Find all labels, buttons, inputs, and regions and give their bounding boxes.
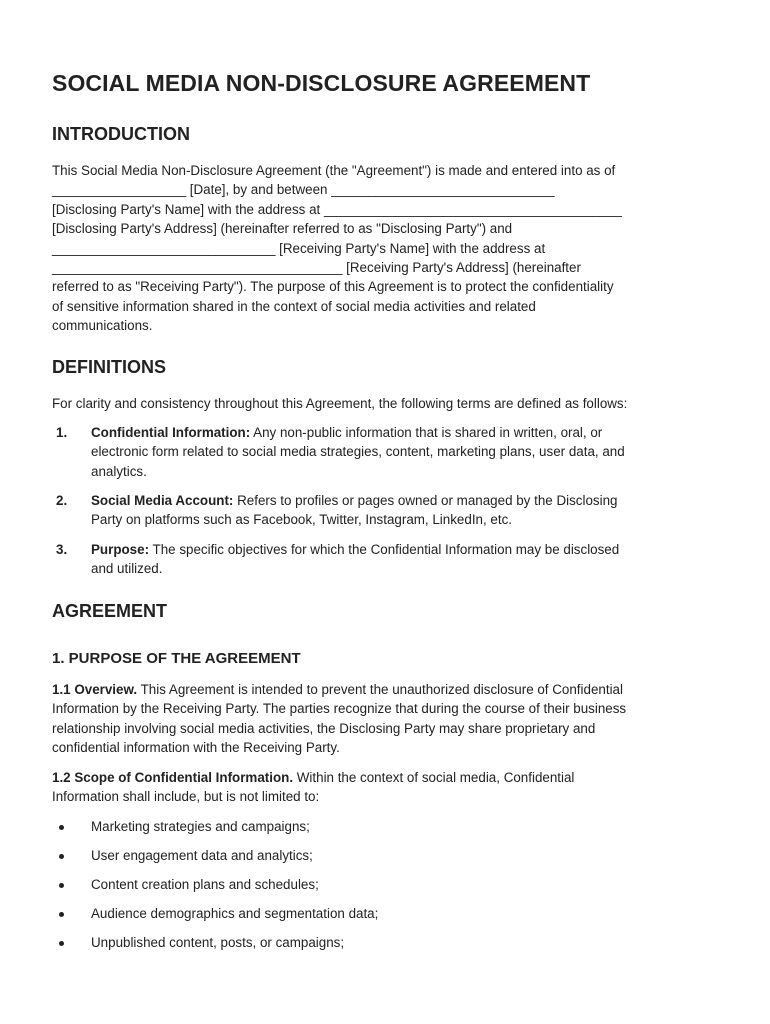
scope-line: Information shall include, but is not limited to: xyxy=(52,789,320,805)
bullet-icon xyxy=(59,825,64,830)
definition-term: Confidential Information: xyxy=(91,425,251,440)
overview-label: 1.1 Overview. xyxy=(52,682,138,697)
overview-line: relationship involving social media activities, the Disclosing Party may share proprietary and xyxy=(52,720,596,736)
list-item xyxy=(52,933,724,952)
definition-number: 1. xyxy=(56,425,68,440)
intro-line: __________________ [Date], by and between ______________________________ xyxy=(52,182,555,198)
list-item xyxy=(52,846,724,865)
bullet-icon xyxy=(59,941,64,946)
list-item-text: Unpublished content, posts, or campaigns; xyxy=(91,935,345,950)
scope-line: Within the context of social media, Confidential xyxy=(296,770,575,785)
bullet-icon xyxy=(59,912,64,917)
definitions-heading: DEFINITIONS xyxy=(52,357,167,377)
scope-paragraph xyxy=(52,768,724,807)
section-1-heading: 1. PURPOSE OF THE AGREEMENT xyxy=(52,650,301,667)
definition-text: electronic form related to social media strategies, content, marketing plans, user data, and xyxy=(91,444,625,460)
scope-label: 1.2 Scope of Confidential Information. xyxy=(52,770,294,785)
definition-text: Refers to profiles or pages owned or managed by the Disclosing xyxy=(237,493,618,508)
intro-line: [Disclosing Party's Name] with the address at ________________________________________ xyxy=(52,201,622,217)
definition-text: and utilized. xyxy=(91,561,163,577)
intro-line: communications. xyxy=(52,318,153,334)
list-item-text: Content creation plans and schedules; xyxy=(91,877,319,892)
bullet-icon xyxy=(59,854,64,859)
intro-line: [Disclosing Party's Address] (hereinafter referred to as "Disclosing Party") and xyxy=(52,221,513,237)
definition-text: Any non-public information that is shared in written, oral, or xyxy=(253,425,603,440)
definition-item xyxy=(52,540,724,579)
document-title: SOCIAL MEDIA NON-DISCLOSURE AGREEMENT xyxy=(52,70,591,96)
intro-line: of sensitive information shared in the context of social media activities and related xyxy=(52,298,536,314)
intro-line: ______________________________ [Receiving Party's Name] with the address at xyxy=(52,240,546,256)
intro-line: _______________________________________ [Receiving Party's Address] (hereinafter xyxy=(52,260,581,276)
list-item xyxy=(52,875,724,894)
list-item xyxy=(52,817,724,836)
agreement-heading: AGREEMENT xyxy=(52,601,168,621)
introduction-paragraph xyxy=(52,161,724,336)
intro-line: referred to as "Receiving Party"). The purpose of this Agreement is to protect the confidentiality xyxy=(52,279,614,295)
definition-item xyxy=(52,491,724,530)
list-item-text: Marketing strategies and campaigns; xyxy=(91,819,310,834)
definition-number: 3. xyxy=(56,542,68,557)
overview-paragraph xyxy=(52,680,724,758)
list-item-text: Audience demographics and segmentation data; xyxy=(91,906,379,921)
definition-item xyxy=(52,423,724,481)
bullet-icon xyxy=(59,883,64,888)
overview-line: Information by the Receiving Party. The parties recognize that during the course of their business xyxy=(52,701,627,717)
definitions-intro: For clarity and consistency throughout this Agreement, the following terms are defined as follows: xyxy=(52,396,628,411)
definition-number: 2. xyxy=(56,493,68,508)
overview-line: confidential information with the Receiving Party. xyxy=(52,740,340,756)
definition-text: analytics. xyxy=(91,463,147,479)
list-item xyxy=(52,904,724,923)
definition-text: The specific objectives for which the Confidential Information may be disclosed xyxy=(152,542,620,557)
overview-line: This Agreement is intended to prevent the unauthorized disclosure of Confidential xyxy=(140,682,623,697)
introduction-heading: INTRODUCTION xyxy=(52,124,190,144)
definition-text: Party on platforms such as Facebook, Twitter, Instagram, LinkedIn, etc. xyxy=(91,512,513,528)
definition-term: Purpose: xyxy=(91,542,150,557)
intro-line: This Social Media Non-Disclosure Agreement (the "Agreement") is made and entered into as of xyxy=(52,163,616,178)
list-item-text: User engagement data and analytics; xyxy=(91,848,313,863)
definition-term: Social Media Account: xyxy=(91,493,234,508)
